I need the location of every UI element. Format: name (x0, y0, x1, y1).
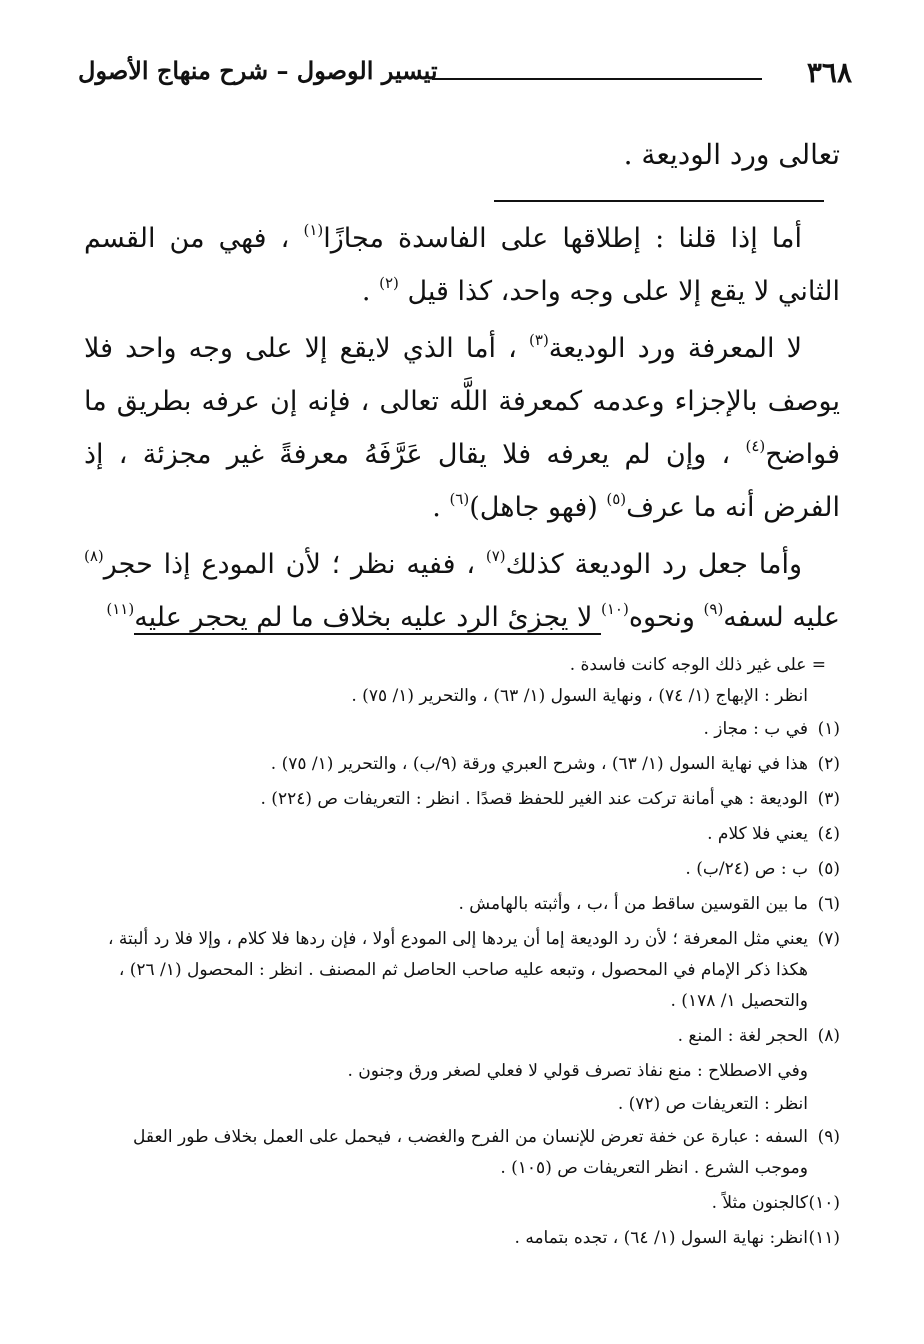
footnote-1: (١)في ب : مجاز . (703, 719, 840, 739)
footnote-8-line-2: وفي الاصطلاح : منع نفاذ تصرف قولي لا فعلي لصغر ورق وجنون . (347, 1061, 808, 1081)
paragraph-1: أما إذا قلنا : إطلاقها على الفاسدة مجازًا$^{(١)}$ ، فهي من القسم الثاني لا يقع إلا على وجه واحد، كذا قيل $^{(٢)}$ . (84, 221, 840, 307)
section-rule (494, 200, 824, 202)
footnote-ref-11[interactable]: (١١) (106, 600, 135, 618)
footnote-ref-8[interactable]: (٨) (84, 547, 104, 565)
footnote-ref-6[interactable]: (٦) (449, 490, 470, 508)
footnote-ref-3[interactable]: (٣) (529, 331, 549, 349)
header-rule (432, 78, 762, 80)
paragraph-2: لا المعرفة ورد الوديعة$^{(٣)}$ ، أما الذي لايقع إلا على وجه واحد فلا يوصف بالإجزاء وعدمه كمعرفة اللَّه تعالى ، فإنه إن عرفه بطريق ما فواضح$^{(٤)}$ ، وإن لم يعرفه فلا يقال عَرَّفَهُ معرفةً غير مجزئة ، إذ الفرض أنه ما عرف$^{(٥)}$ (فهو جاهل)$^{(٦)}$ . (84, 331, 840, 523)
footnote-3: (٣)الوديعة : هي أمانة تركت عند الغير للحفظ قصدًا . انظر : التعريفات ص (٢٢٤) . (260, 789, 840, 809)
footnote-ref-7[interactable]: (٧) (485, 547, 506, 565)
footnote-continuation: = على غير ذلك الوجه كانت فاسدة . (569, 655, 826, 675)
footnote-5: (٥)ب : ص (٢٤/ب) . (685, 859, 840, 879)
footnote-ref-9[interactable]: (٩) (703, 600, 724, 618)
footnote-2: (٢)هذا في نهاية السول (١/ ٦٣) ، وشرح العبري ورقة (٩/ب) ، والتحرير (١/ ٧٥) . (270, 754, 840, 774)
footnote-11: (١١)انظر: نهاية السول (١/ ٦٤) ، تجده بتمامه . (514, 1228, 840, 1248)
footnote-ref-5[interactable]: (٥) (606, 490, 627, 508)
footnote-ref-10[interactable]: (١٠) (601, 600, 629, 618)
footnote-ref-4[interactable]: (٤) (745, 437, 766, 455)
page-number: ٣٦٨ (806, 56, 852, 89)
footnote-8: (٨)الحجر لغة : المنع . (677, 1026, 840, 1046)
running-title: تيسير الوصول – شرح منهاج الأصول (78, 56, 438, 85)
main-text (84, 212, 840, 648)
footnotes (80, 650, 840, 1258)
footnote-4: (٤)يعني فلا كلام . (707, 824, 840, 844)
footnote-7: (٧)يعني مثل المعرفة ؛ لأن رد الوديعة إما أن يردها إلى المودع أولا ، فإن ردها فلا كلام ، وإلا فلا رد ألبتة ، هكذا ذكر الإمام في المحصول ، وتبعه عليه صاحب الحاصل ثم المصنف . انظر : المحصول (١/ ٢٦) ، والتحصيل ١/ ١٧٨) . (108, 929, 840, 1011)
underlined-text: لا يجزئ الرد عليه بخلاف ما لم يحجر عليه (134, 602, 601, 633)
paragraph-3: وأما جعل رد الوديعة كذلك$^{(٧)}$ ، ففيه نظر ؛ لأن المودع إذا حجر$^{(٨)}$ عليه لسفه$^{(٩)}$ ونحوه$^{(١٠)}$ لا يجزئ الرد عليه بخلاف ما لم يحجر عليه$^{(١١)}$ (84, 547, 840, 633)
footnote-8-line-3: انظر : التعريفات ص (٧٢) . (617, 1094, 808, 1114)
footnote-10: (١٠)كالجنون مثلاً . (711, 1193, 840, 1213)
footnote-ref-1[interactable]: (١) (303, 221, 324, 239)
footnote-6: (٦)ما بين القوسين ساقط من أ ،ب ، وأثبته بالهامش . (458, 894, 840, 914)
continuation-line: تعالى ورد الوديعة . (623, 138, 840, 171)
footnote-continuation-ref: انظر : الإبهاج (١/ ٧٤) ، ونهاية السول (١/ ٦٣) ، والتحرير (١/ ٧٥) . (351, 686, 808, 706)
footnote-9: (٩)السفه : عبارة عن خفة تعرض للإنسان من الفرح والغضب ، فيحمل على العمل بخلاف طور العقل وموجب الشرع . انظر التعريفات ص (١٠٥) . (133, 1127, 840, 1178)
page-header (72, 52, 852, 102)
footnote-ref-2[interactable]: (٢) (379, 274, 399, 292)
